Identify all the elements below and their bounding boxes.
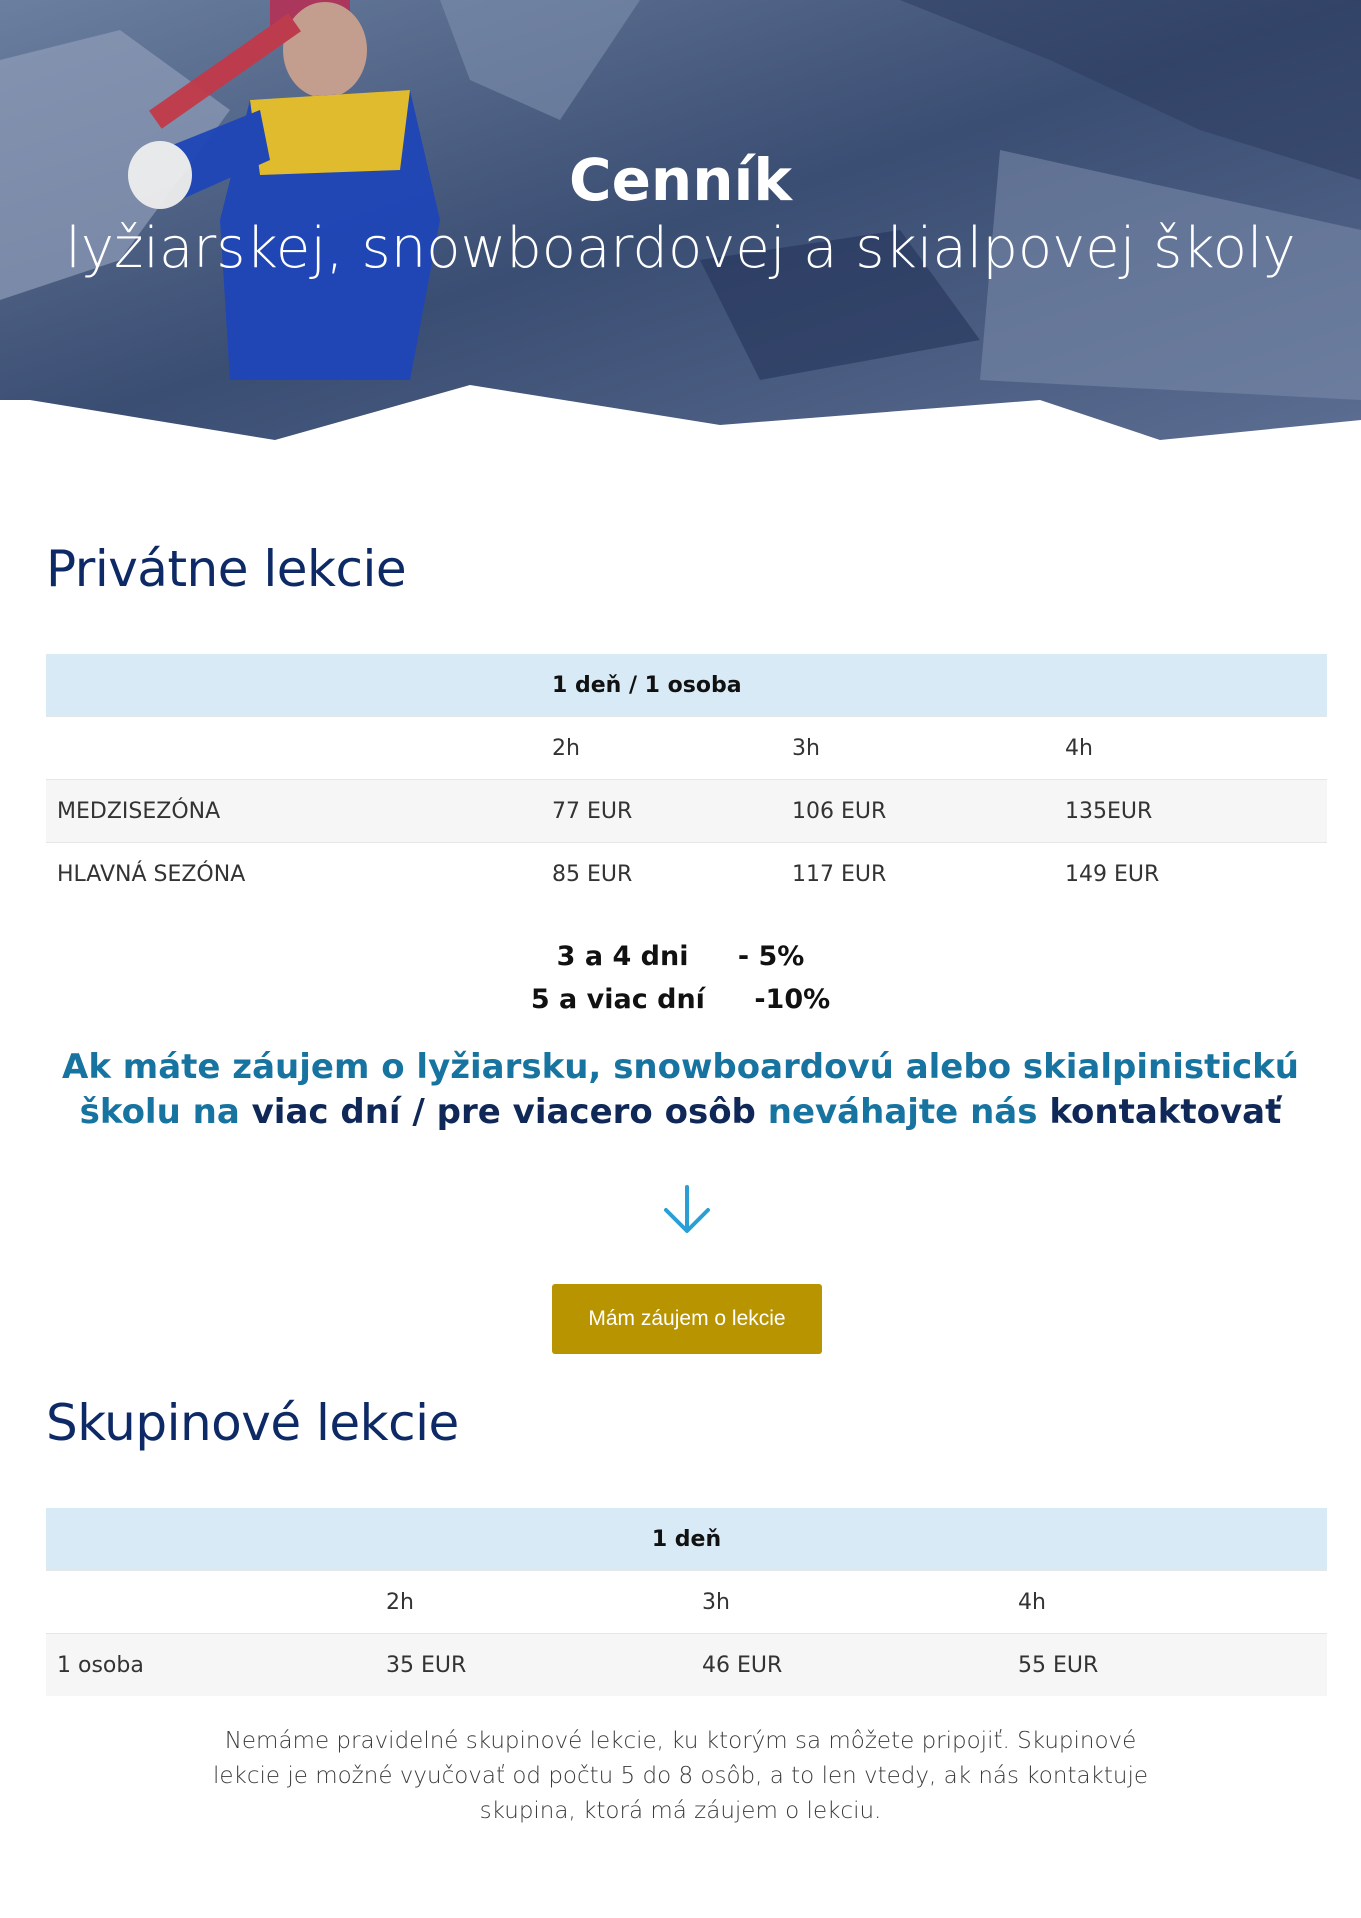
column-header xyxy=(46,1571,375,1634)
price-cell: 135EUR xyxy=(1054,780,1327,843)
price-cell: 77 EUR xyxy=(541,780,781,843)
hero-heading xyxy=(0,145,1361,283)
interest-lessons-button[interactable]: Mám záujem o lekcie xyxy=(552,1284,822,1354)
group-lessons-note: Nemáme pravidelné skupinové lekcie, ku ktorým sa môžete pripojiť. Skupinové lekcie je možné vyučovať od počtu 5 do 8 osôb, a to len vtedy, ak nás kontaktuje skupina, ktorá má záujem o lekciu. xyxy=(212,1728,1149,1824)
table-header-row xyxy=(46,1508,1327,1571)
hero-banner xyxy=(0,0,1361,445)
private-lessons-table xyxy=(46,654,1327,905)
table-row xyxy=(46,780,1327,843)
discount-value: - 5% xyxy=(737,941,805,972)
table-header-row xyxy=(46,654,1327,717)
column-header xyxy=(46,717,541,780)
table-columns-row xyxy=(46,1571,1327,1634)
discount-row xyxy=(0,978,1361,1021)
contact-prompt-part: školu na xyxy=(79,1092,240,1132)
contact-prompt-part: neváhajte nás xyxy=(767,1092,1038,1132)
column-header: 2h xyxy=(541,717,781,780)
discounts-block xyxy=(0,935,1361,1021)
column-header: 2h xyxy=(375,1571,691,1634)
price-cell: 106 EUR xyxy=(781,780,1054,843)
table-row xyxy=(46,1634,1327,1697)
price-cell: 46 EUR xyxy=(691,1634,1007,1697)
private-lessons-heading: Privátne lekcie xyxy=(46,540,407,598)
row-label: HLAVNÁ SEZÓNA xyxy=(57,861,246,887)
column-header: 3h xyxy=(691,1571,1007,1634)
group-lessons-table xyxy=(46,1508,1327,1696)
arrow-down-icon xyxy=(662,1185,712,1235)
group-table-header: 1 deň xyxy=(46,1508,1327,1571)
discount-label: 3 a 4 dni xyxy=(556,941,689,972)
price-cell: 85 EUR xyxy=(552,861,633,887)
price-cell: 117 EUR xyxy=(792,861,887,887)
row-label: 1 osoba xyxy=(46,1634,375,1697)
price-cell: 55 EUR xyxy=(1007,1634,1327,1697)
column-header: 4h xyxy=(1054,717,1327,780)
column-header: 4h xyxy=(1007,1571,1327,1634)
page-title: Cenník xyxy=(569,146,792,214)
row-label: MEDZISEZÓNA xyxy=(46,780,541,843)
page-subtitle: lyžiarskej, snowboardovej a skialpovej školy xyxy=(65,216,1296,281)
contact-prompt-part: Ak máte záujem o lyžiarsku, snowboardovú alebo skialpinistickú xyxy=(62,1047,1299,1087)
column-header: 3h xyxy=(781,717,1054,780)
discount-row xyxy=(0,935,1361,978)
discount-value: -10% xyxy=(754,984,831,1015)
price-cell: 35 EUR xyxy=(375,1634,691,1697)
price-cell: 149 EUR xyxy=(1065,861,1160,887)
table-row xyxy=(46,843,1327,906)
table-columns-row xyxy=(46,717,1327,780)
contact-prompt-highlight: viac dní / pre viacero osôb xyxy=(251,1092,756,1132)
group-lessons-heading: Skupinové lekcie xyxy=(46,1394,459,1452)
contact-prompt-highlight: kontaktovať xyxy=(1049,1092,1282,1132)
discount-label: 5 a viac dní xyxy=(530,984,705,1015)
table-header-cell xyxy=(46,654,541,717)
private-table-header: 1 deň / 1 osoba xyxy=(541,654,1327,717)
contact-prompt xyxy=(60,1045,1301,1135)
